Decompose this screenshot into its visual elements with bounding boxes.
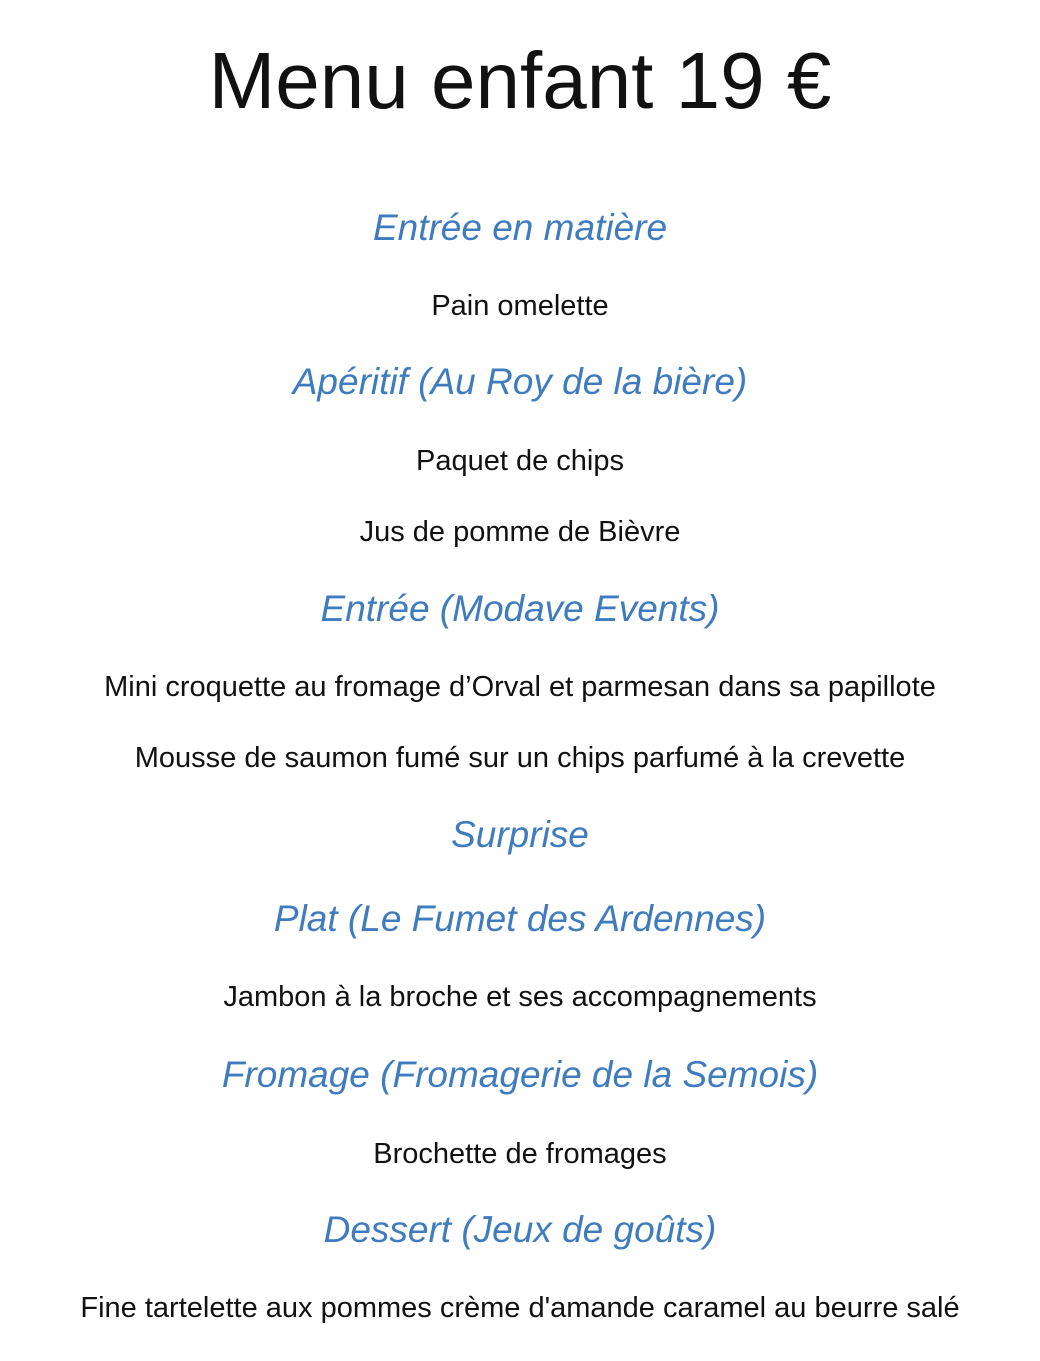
menu-item: Jambon à la broche et ses accompagnements: [223, 981, 817, 1013]
section-heading-aperitif: Apéritif (Au Roy de la bière): [292, 361, 748, 402]
section-heading-fromage: Fromage (Fromagerie de la Semois): [221, 1054, 819, 1095]
section-heading-entree-en-matiere: Entrée en matière: [372, 207, 668, 248]
menu-item: Pain omelette: [431, 290, 609, 322]
menu-item: Mousse de saumon fumé sur un chips parfumé à la crevette: [134, 742, 906, 774]
menu-item: Brochette de fromages: [373, 1138, 667, 1170]
section-heading-surprise: Surprise: [451, 814, 589, 855]
section-heading-entree: Entrée (Modave Events): [320, 588, 720, 629]
menu-item: Mini croquette au fromage d’Orval et parmesan dans sa papillote: [104, 671, 936, 703]
page-title: Menu enfant 19 €: [208, 36, 832, 125]
section-heading-dessert: Dessert (Jeux de goûts): [323, 1209, 717, 1250]
menu-item: Paquet de chips: [416, 445, 624, 477]
menu-item: Fine tartelette aux pommes crème d'amande caramel au beurre salé: [80, 1292, 960, 1324]
menu-item: Jus de pomme de Bièvre: [359, 516, 681, 548]
section-heading-plat: Plat (Le Fumet des Ardennes): [273, 898, 767, 939]
